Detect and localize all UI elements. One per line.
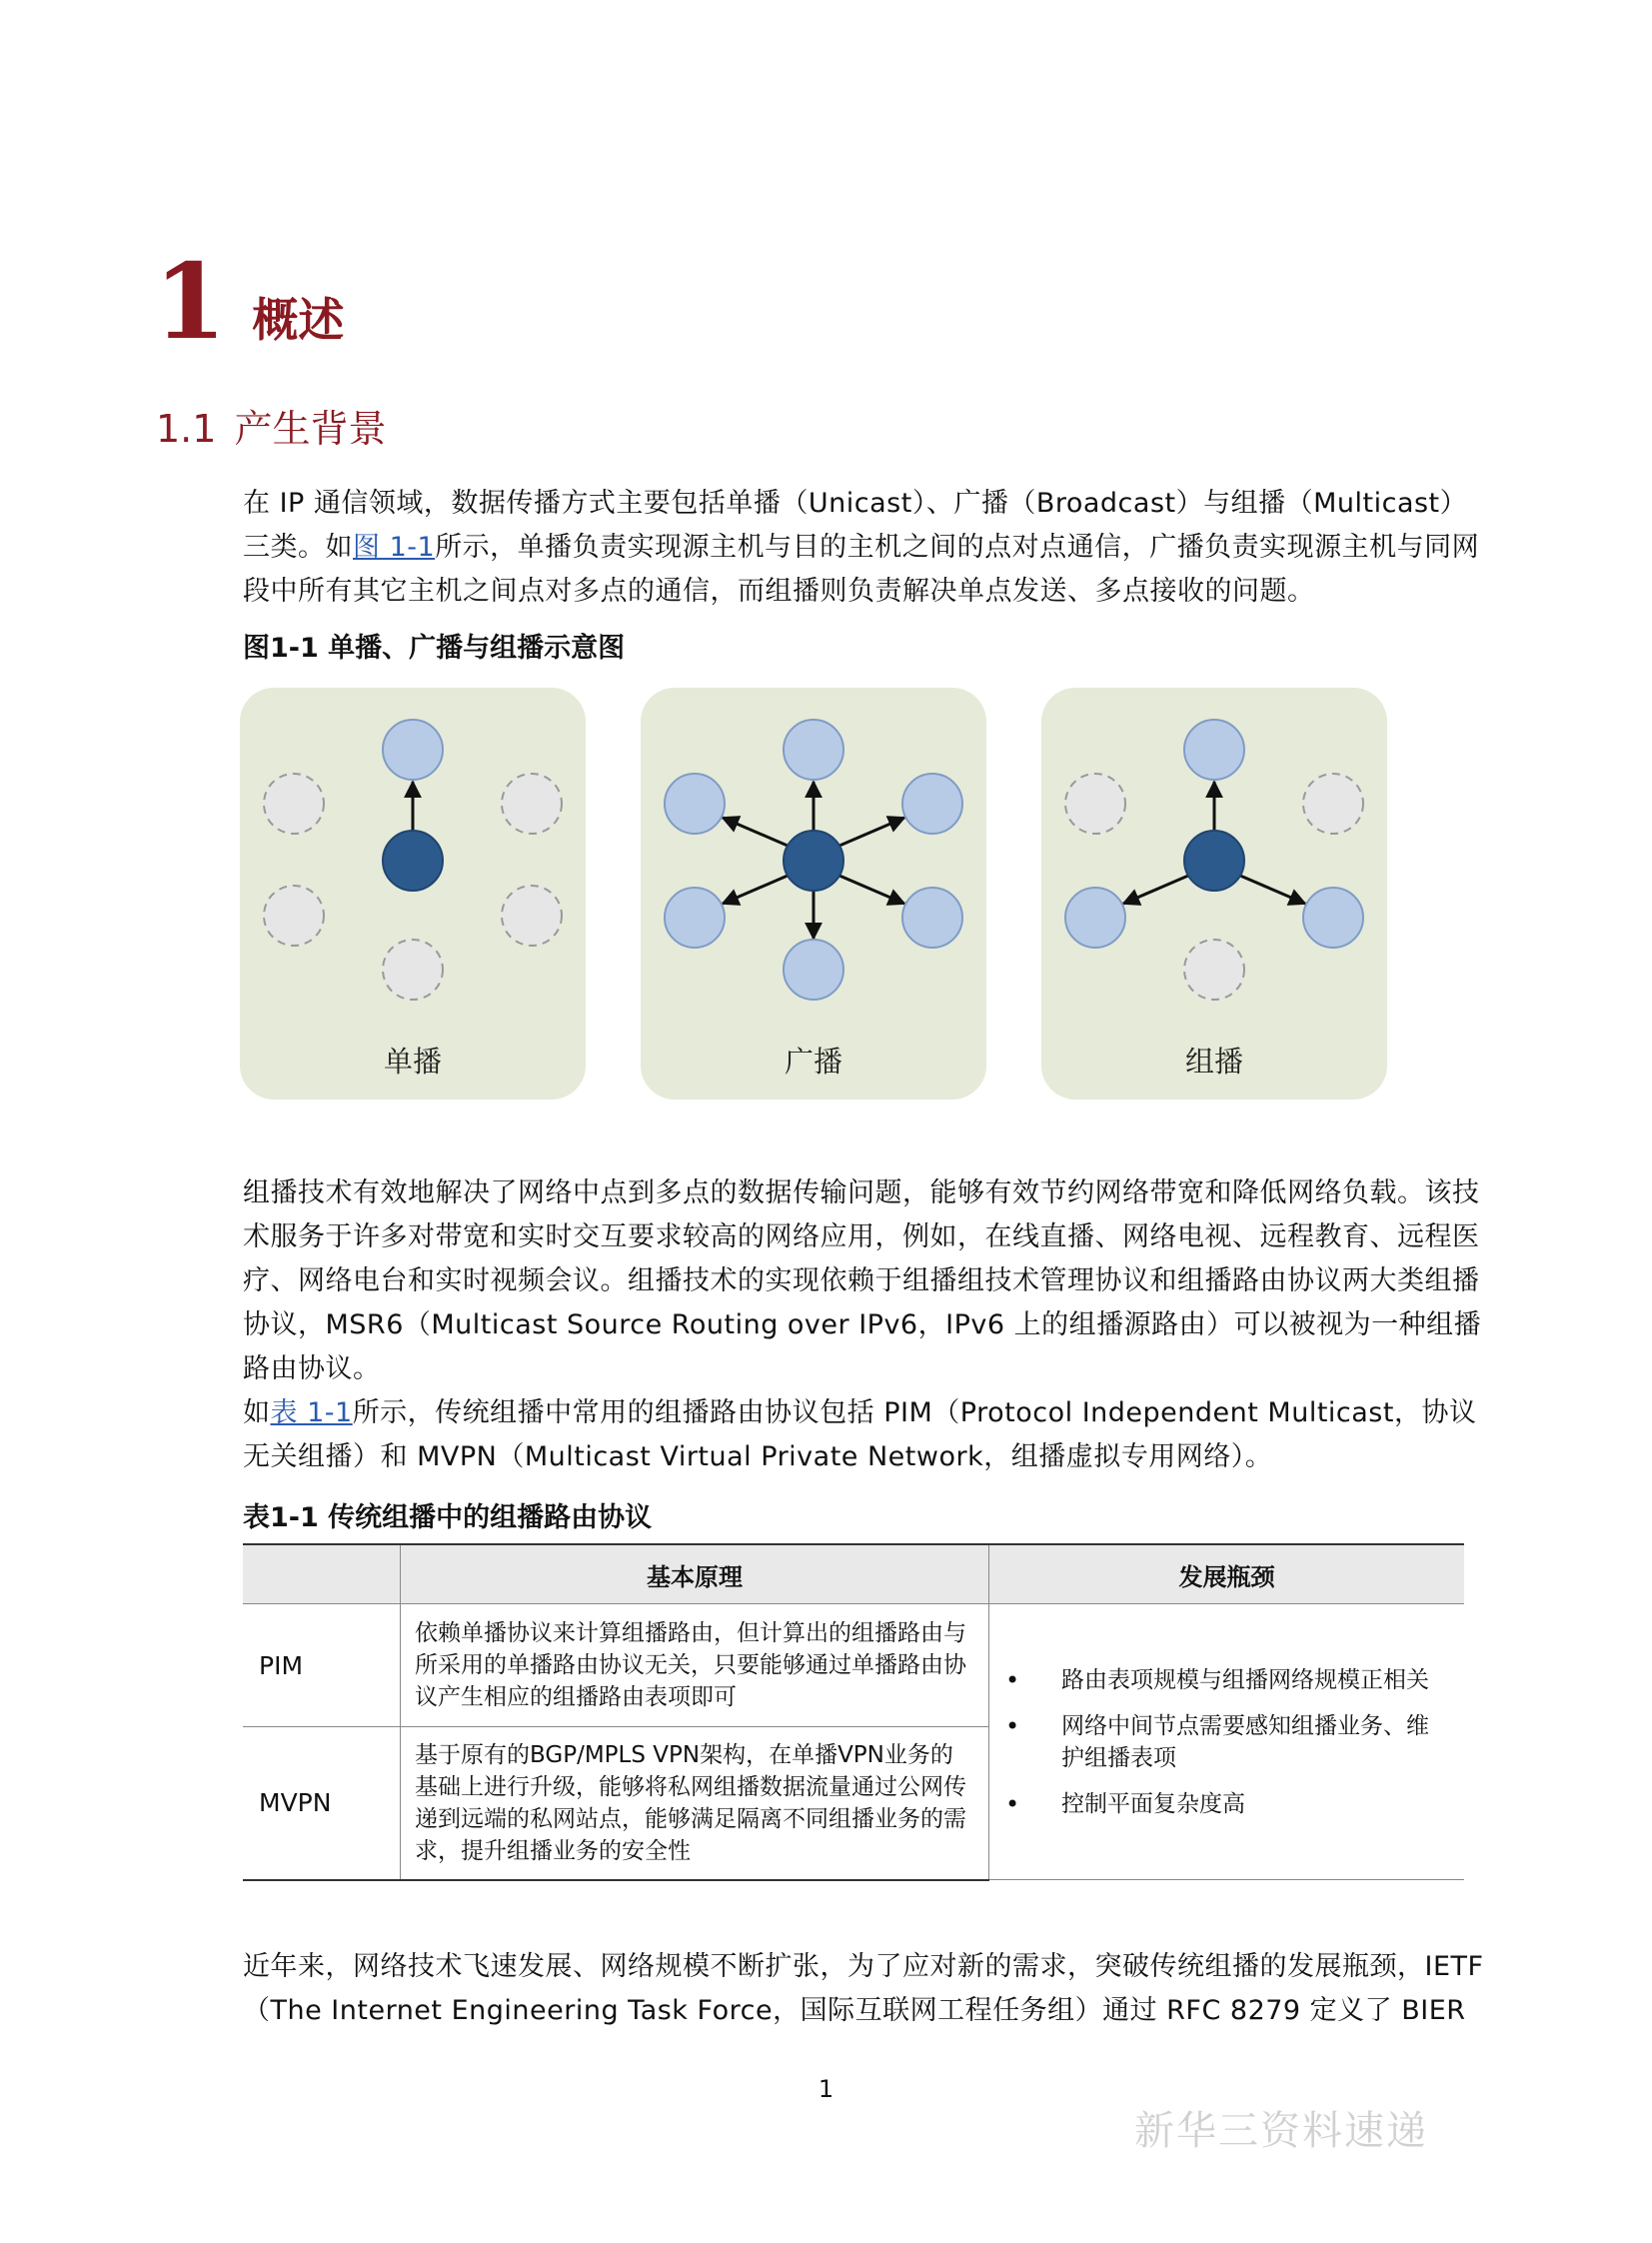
inactive-node	[264, 774, 324, 834]
receiver-node	[1065, 888, 1125, 948]
table-link[interactable]: 表 1-1	[270, 1397, 353, 1428]
paragraph-routing-protocols	[243, 1391, 1492, 1479]
para-text: 在 IP 通信领域，数据传播方式主要包括单播（Unicast）、广播（Broadcast）与组播（Multicast）三类。如	[243, 488, 1468, 563]
paragraph-multicast-tech: 组播技术有效地解决了网络中点到多点的数据传输问题，能够有效节约网络带宽和降低网络负载。该技术服务于许多对带宽和实时交互要求较高的网络应用，例如，在线直播、网络电视、远程教育、远程医疗、网络电台和实时视频会议。组播技术的实现依赖于组播组技术管理协议和组播路由协议两大类组播协议，MSR6（Multicast Source Routing over IPv6，IPv6 上的组播源路由）可以被视为一种组播路由协议。	[243, 1177, 1482, 1384]
watermark: 新华三资料速递	[1134, 2108, 1428, 2154]
para-text: 如	[243, 1397, 271, 1428]
receiver-node	[784, 940, 843, 1000]
list-item: • 网络中间节点需要感知组播业务、维护组播表项	[1005, 1710, 1450, 1774]
paragraph-intro	[243, 482, 1492, 614]
arrow	[723, 818, 788, 846]
paragraph-bier: 近年来，网络技术飞速发展、网络规模不断扩张，为了应对新的需求，突破传统组播的发展瓶颈，IETF（The Internet Engineering Task Force，国际互联网工程任务组）通过 RFC 8279 定义了 BIER	[243, 1951, 1484, 2026]
list-item: • 控制平面复杂度高	[1005, 1788, 1450, 1820]
table-row	[243, 1604, 1464, 1727]
table-header-empty	[243, 1544, 401, 1604]
protocol-principle: 基于原有的BGP/MPLS VPN架构，在单播VPN业务的基础上进行升级，能够将私网组播数据流量通过公网传递到远端的私网站点，能够满足隔离不同组播业务的需求，提升组播业务的安全性	[401, 1727, 989, 1880]
inactive-node	[383, 940, 443, 1000]
section-heading	[156, 398, 386, 453]
panel-broadcast	[641, 688, 986, 1100]
section-number: 1.1	[156, 407, 217, 451]
source-node	[1184, 831, 1244, 891]
bottleneck-cell	[989, 1604, 1465, 1880]
table-caption: 表1-1 传统组播中的组播路由协议	[243, 1502, 653, 1533]
chapter-heading	[154, 240, 345, 363]
source-node	[784, 831, 843, 891]
inactive-node	[502, 774, 562, 834]
arrow	[839, 818, 904, 846]
arrow	[723, 876, 788, 904]
para-text: 所示，单播负责实现源主机与目的主机之间的点对点通信，广播负责实现源主机与同网段中所有其它主机之间点对多点的通信，而组播则负责解决单点发送、多点接收的问题。	[243, 532, 1480, 607]
panel-label: 单播	[383, 1045, 442, 1079]
figure-cast-diagram	[240, 688, 1389, 1108]
panel-label: 组播	[1184, 1045, 1243, 1079]
inactive-node	[1184, 940, 1244, 1000]
inactive-node	[502, 886, 562, 946]
panel-unicast	[240, 688, 586, 1100]
chapter-number: 1	[154, 240, 227, 363]
table-header-bottleneck: 发展瓶颈	[989, 1544, 1465, 1604]
source-node	[383, 831, 443, 891]
protocol-name: PIM	[243, 1604, 401, 1727]
broadcast-diagram	[641, 688, 986, 1100]
page-number: 1	[818, 2075, 834, 2103]
receiver-node	[383, 720, 443, 780]
section-title: 产生背景	[234, 407, 387, 451]
table-header-principle: 基本原理	[401, 1544, 989, 1604]
receiver-node	[665, 888, 725, 948]
receiver-node	[1303, 888, 1363, 948]
receiver-node	[1184, 720, 1244, 780]
inactive-node	[264, 886, 324, 946]
panel-multicast	[1041, 688, 1387, 1100]
figure-link[interactable]: 图 1-1	[353, 532, 436, 563]
protocol-name: MVPN	[243, 1727, 401, 1880]
panel-label: 广播	[784, 1045, 842, 1079]
receiver-node	[902, 888, 962, 948]
unicast-diagram	[240, 688, 586, 1100]
list-item: • 路由表项规模与组播网络规模正相关	[1005, 1664, 1450, 1696]
bottleneck-list	[1005, 1664, 1450, 1820]
para-text: 所示，传统组播中常用的组播路由协议包括 PIM（Protocol Independent Multicast，协议无关组播）和 MVPN（Multicast Virtual Private Network，组播虚拟专用网络）。	[243, 1397, 1477, 1472]
multicast-diagram	[1041, 688, 1387, 1100]
chapter-title: 概述	[252, 293, 345, 347]
receiver-node	[902, 774, 962, 834]
receiver-node	[665, 774, 725, 834]
arrow	[839, 876, 904, 904]
inactive-node	[1065, 774, 1125, 834]
receiver-node	[784, 720, 843, 780]
protocol-principle: 依赖单播协议来计算组播路由，但计算出的组播路由与所采用的单播路由协议无关，只要能够通过单播路由协议产生相应的组播路由表项即可	[401, 1604, 989, 1727]
arrow	[1123, 876, 1188, 904]
inactive-node	[1303, 774, 1363, 834]
figure-caption: 图1-1 单播、广播与组播示意图	[243, 633, 626, 664]
table-header-row	[243, 1544, 1464, 1604]
protocol-table	[243, 1543, 1464, 1881]
arrow	[1240, 876, 1305, 904]
